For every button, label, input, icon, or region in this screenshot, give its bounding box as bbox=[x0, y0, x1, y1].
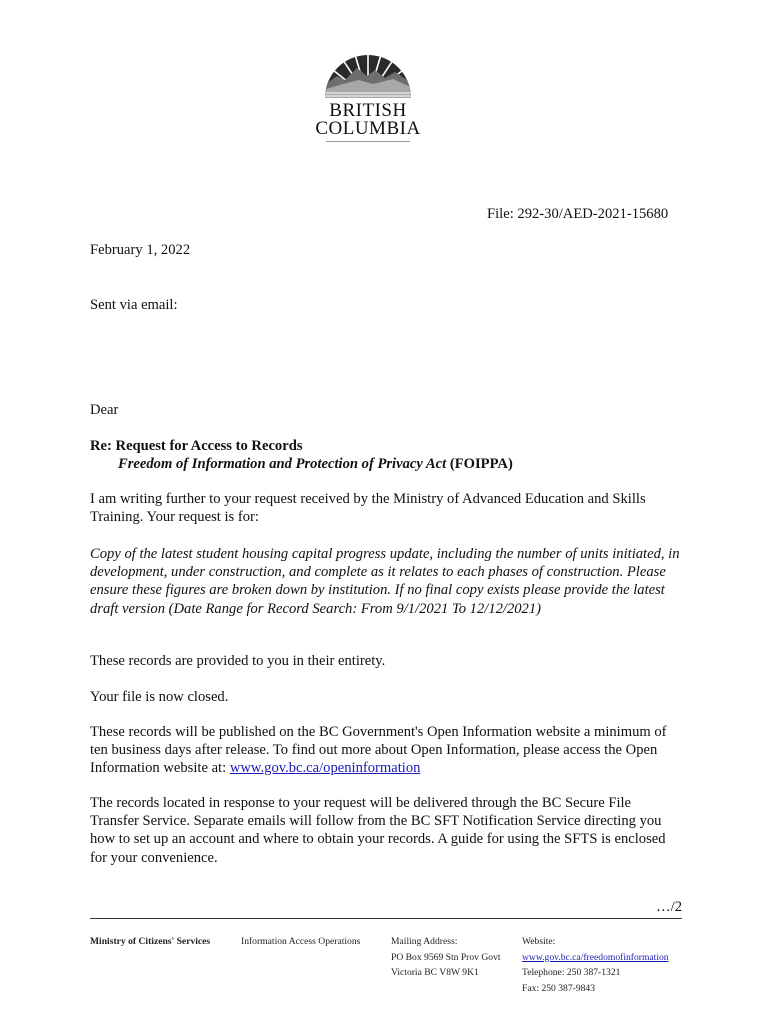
sent-via: Sent via email: bbox=[90, 297, 178, 313]
re-line: Re: Request for Access to Records bbox=[90, 438, 303, 454]
paragraph-request-intro: I am writing further to your request received by the Ministry of Advanced Education and Skills Training. Your request is for: bbox=[90, 491, 646, 526]
file-reference: File: 292-30/AED-2021-15680 bbox=[487, 206, 669, 222]
mailing-label: Mailing Address: bbox=[391, 936, 458, 947]
mailing-line-1: PO Box 9569 Stn Prov Govt bbox=[391, 951, 501, 963]
act-title bbox=[118, 455, 513, 473]
letter-date: February 1, 2022 bbox=[90, 242, 191, 258]
paragraph-request-text: Copy of the latest student housing capital progress update, including the number of units initiated, in development, under construction, and complete as it relates to each phases of construction. Please ensure these figures are broken down by institution. If no final copy exists please provide the latest draft version (Date Range for Record Search: From 9/1/2021 To 12/12/2021) bbox=[90, 546, 680, 617]
sun-mountains-icon bbox=[323, 46, 413, 102]
open-info-text: These records will be published on the BC Government's Open Information website a minimum of ten business days after release. To find out more about Open Information, please access the Open Information website at: bbox=[90, 724, 667, 777]
footer-mailing-address bbox=[391, 934, 501, 981]
logo-word-columbia: COLUMBIA bbox=[315, 118, 421, 139]
website-label: Website: bbox=[522, 936, 556, 947]
act-name: Freedom of Information and Protection of Privacy Act bbox=[118, 456, 447, 472]
bc-government-logo bbox=[312, 46, 424, 142]
logo-underline bbox=[326, 141, 410, 142]
footer-ministry: Ministry of Citizens' Services bbox=[90, 936, 211, 947]
website-link[interactable]: www.gov.bc.ca/freedomofinformation bbox=[522, 951, 669, 963]
logo-word-british: BRITISH bbox=[329, 100, 407, 121]
act-abbrev: (FOIPPA) bbox=[446, 456, 513, 472]
paragraph-sfts: The records located in response to your request will be delivered through the BC Secure File Transfer Service. Separate emails will follow from the BC SFT Notification Service directing you how to set up an account and where to obtain your records. A guide for using the SFTS is enclosed for your convenience. bbox=[90, 795, 666, 866]
fax: Fax: 250 387-9843 bbox=[522, 982, 596, 994]
page-continuation: …/2 bbox=[656, 899, 682, 915]
footer-divider bbox=[90, 918, 682, 919]
paragraph-open-information bbox=[90, 723, 680, 778]
footer-branch: Information Access Operations bbox=[241, 936, 361, 947]
open-information-link[interactable]: www.gov.bc.ca/openinformation bbox=[229, 760, 421, 777]
footer-contact bbox=[522, 934, 669, 996]
paragraph-file-closed: Your file is now closed. bbox=[90, 689, 229, 705]
telephone: Telephone: 250 387-1321 bbox=[522, 967, 621, 978]
mailing-line-2: Victoria BC V8W 9K1 bbox=[391, 967, 479, 978]
paragraph-records-provided: These records are provided to you in their entirety. bbox=[90, 653, 386, 669]
salutation: Dear bbox=[90, 402, 119, 418]
